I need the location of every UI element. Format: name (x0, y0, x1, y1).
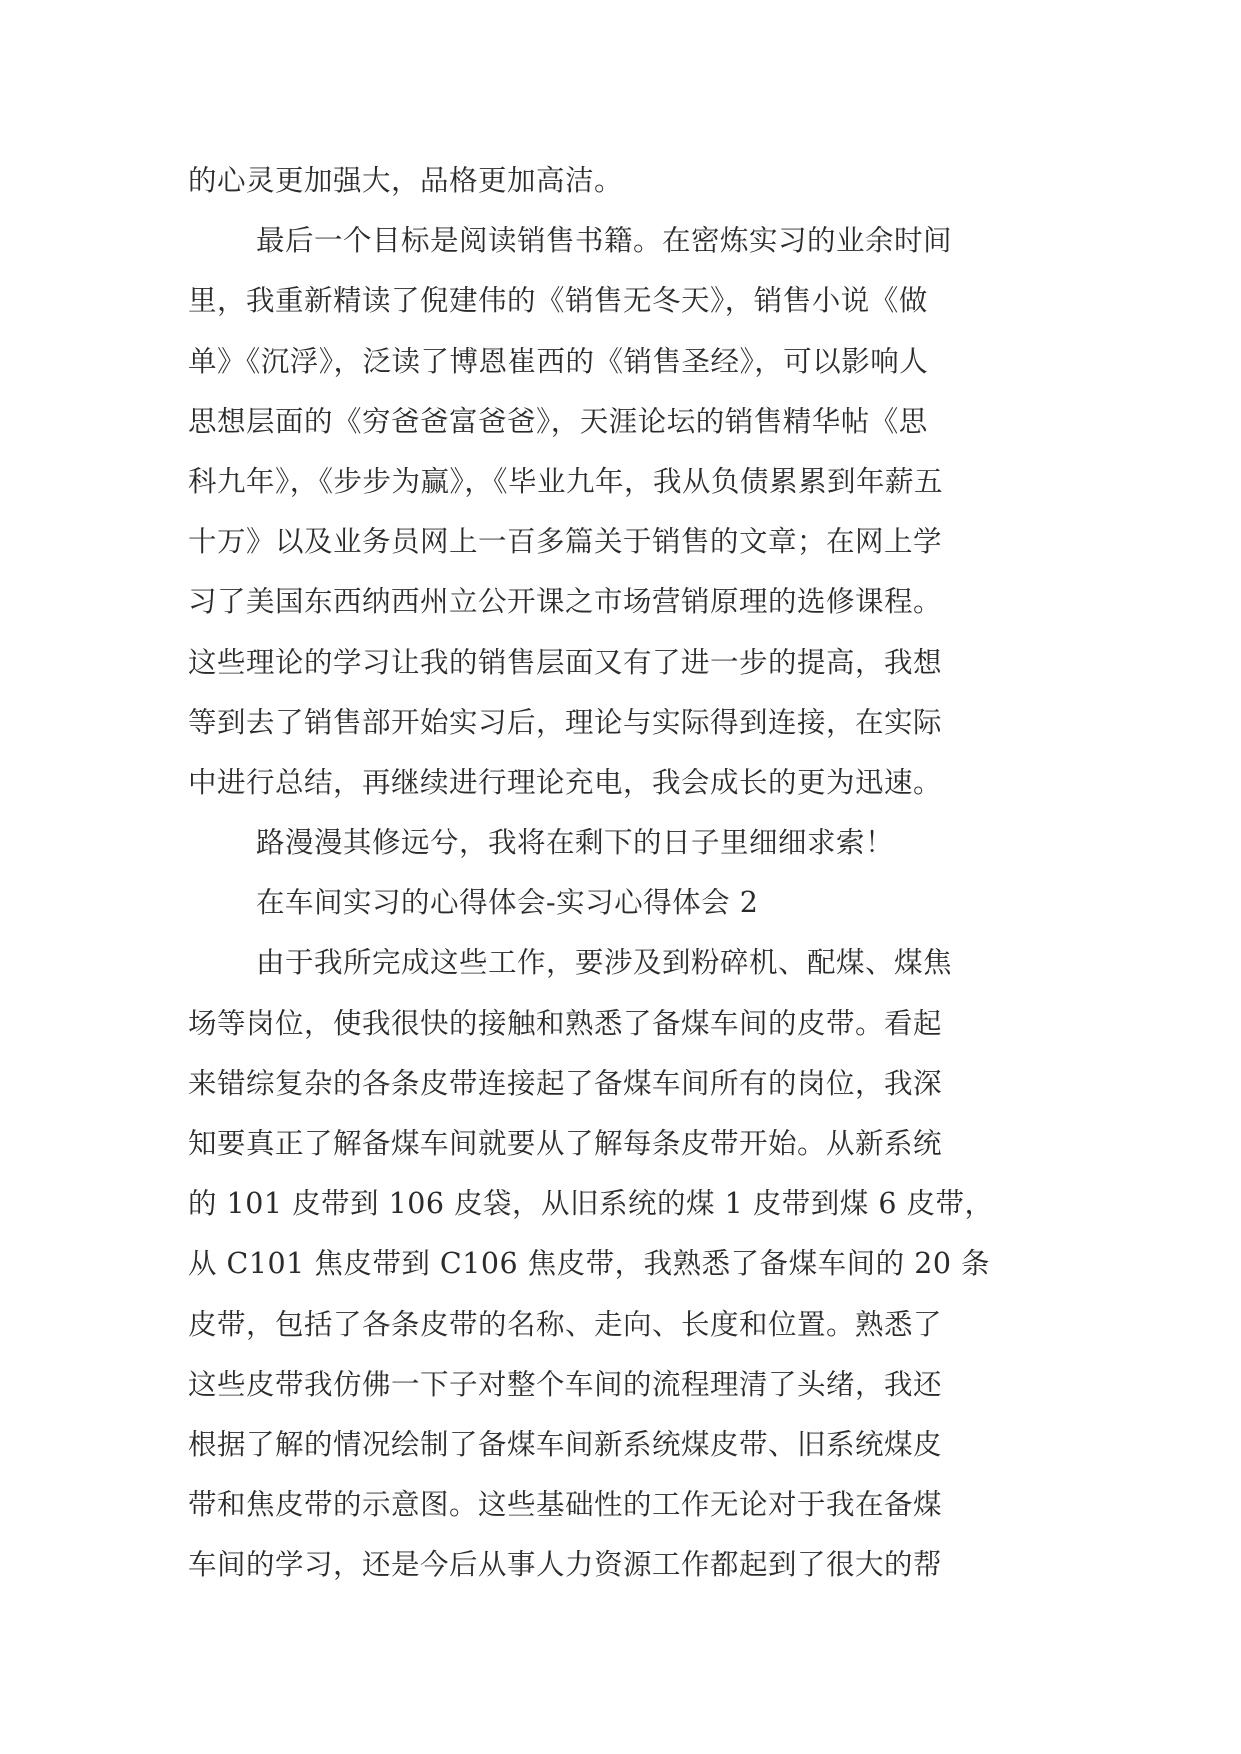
text-line: 习了美国东西纳西州立公开课之市场营销原理的选修课程。 (188, 585, 943, 619)
text-line: 单》《沉浮》，泛读了博恩崔西的《销售圣经》，可以影响人 (188, 344, 929, 378)
text-line: 这些皮带我仿佛一下子对整个车间的流程理清了头绪，我还 (188, 1367, 943, 1401)
text-line: 中进行总结，再继续进行理论充电，我会成长的更为迅速。 (188, 765, 943, 799)
text-line: 来错综复杂的各条皮带连接起了备煤车间所有的岗位，我深 (188, 1066, 943, 1100)
text-line: 的心灵更加强大，品格更加高洁。 (188, 164, 624, 197)
text-line: 科九年》，《步步为赢》，《毕业九年，我从负债累累到年薪五 (188, 464, 944, 498)
text-line: 路漫漫其修远兮，我将在剩下的日子里细细求索！ (256, 826, 895, 860)
text-line: 思想层面的《穷爸爸富爸爸》，天涯论坛的销售精华帖《思 (188, 404, 928, 438)
text-line: 在车间实习的心得体会-实习心得体会 2 (256, 886, 759, 920)
text-line: 由于我所完成这些工作，要涉及到粉碎机、配煤、煤焦 (256, 946, 953, 980)
document-body (188, 151, 1048, 1596)
text-line: 等到去了销售部开始实习后，理论与实际得到连接，在实际 (188, 705, 943, 739)
text-line: 带和焦皮带的示意图。这些基础性的工作无论对于我在备煤 (188, 1488, 943, 1522)
text-line: 的 101 皮带到 106 皮袋，从旧系统的煤 1 皮带到煤 6 皮带， (188, 1187, 994, 1221)
text-line: 十万》以及业务员网上一百多篇关于销售的文章；在网上学 (188, 525, 943, 559)
text-line: 从 C101 焦皮带到 C106 焦皮带，我熟悉了备煤车间的 20 条 (188, 1247, 991, 1281)
text-line: 最后一个目标是阅读销售书籍。在密炼实习的业余时间 (256, 224, 953, 258)
text-line: 知要真正了解备煤车间就要从了解每条皮带开始。从新系统 (188, 1127, 943, 1160)
text-line: 这些理论的学习让我的销售层面又有了进一步的提高，我想 (188, 645, 943, 679)
text-line: 里，我重新精读了倪建伟的《销售无冬天》，销售小说《做 (188, 284, 928, 318)
text-line: 车间的学习，还是今后从事人力资源工作都起到了很大的帮 (188, 1548, 943, 1582)
text-line: 根据了解的情况绘制了备煤车间新系统煤皮带、旧系统煤皮 (188, 1427, 943, 1461)
text-line: 场等岗位，使我很快的接触和熟悉了备煤车间的皮带。看起 (188, 1006, 943, 1040)
text-line: 皮带，包括了各条皮带的名称、走向、长度和位置。熟悉了 (188, 1307, 943, 1341)
